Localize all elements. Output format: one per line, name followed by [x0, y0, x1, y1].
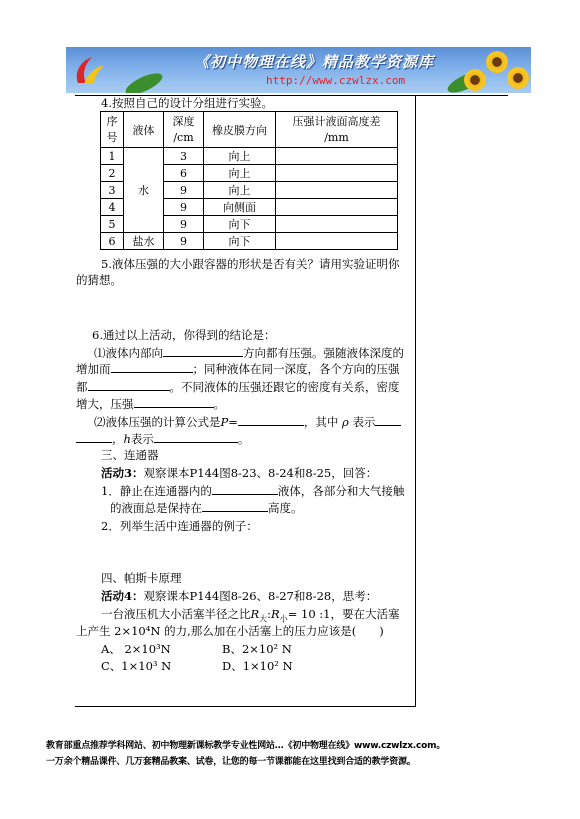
q6-formula-line2	[76, 431, 249, 447]
q6-f1-rho: ρ	[342, 415, 349, 429]
option-d[interactable]: D、1×10² N	[222, 659, 293, 673]
q6-f2-h: ，h	[112, 432, 131, 446]
sec3-i1-d: 高度。	[268, 501, 303, 515]
blank-rho-meaning-cont[interactable]	[76, 431, 112, 443]
banner-title: 《初中物理在线》精品教学资源库	[194, 53, 435, 71]
sec3-activity	[101, 465, 377, 481]
blank-rho-meaning[interactable]	[375, 414, 401, 426]
sec4-activity	[101, 588, 377, 604]
cell-direction: 向上	[204, 182, 276, 199]
site-logo-icon	[70, 51, 108, 89]
cell-height-diff[interactable]	[276, 148, 398, 165]
blank-direction[interactable]	[163, 345, 243, 357]
sec4-question-line2: 上产生 2×10⁴N 的力,那么加在小活塞上的压力应该是( )	[76, 624, 384, 638]
sec4-q1-sub1: 大	[259, 614, 268, 624]
cell-height-diff[interactable]	[276, 182, 398, 199]
cell-no: 1	[101, 148, 124, 165]
cell-no: 3	[101, 182, 124, 199]
q6-f1-a: ⑵液体压强的计算公式是	[94, 415, 221, 429]
sec3-act-label: 活动3：	[101, 466, 144, 480]
sec4-act-label: 活动4：	[101, 589, 144, 603]
cell-depth: 9	[164, 233, 204, 250]
sec3-heading: 三、连通器	[101, 448, 159, 462]
q6-p2	[76, 361, 400, 377]
cell-direction: 向下	[204, 216, 276, 233]
cell-direction: 向上	[204, 148, 276, 165]
q6-f1-d: 表示	[352, 415, 376, 429]
header-depth: 深度 /cm	[164, 112, 204, 148]
banner-url: http://www.czwlzx.com	[266, 74, 406, 87]
blank-h-meaning[interactable]	[154, 431, 238, 443]
cell-height-diff[interactable]	[276, 216, 398, 233]
q6-f2-b: 。	[237, 432, 250, 446]
cell-height-diff[interactable]	[276, 165, 398, 182]
header-direction: 橡皮膜方向	[204, 112, 276, 148]
cell-no: 2	[101, 165, 124, 182]
q6-p3	[76, 379, 400, 395]
sec4-q1-d: = 10 :1，要在大活塞	[287, 607, 400, 621]
table-header-row	[101, 112, 398, 148]
q6-f2-a: 表示	[130, 432, 154, 446]
blank-depth-trend[interactable]	[111, 361, 193, 373]
table-row	[101, 148, 398, 165]
q6-p3-b: 。不同液体的压强还跟它的密度有关系，密度	[169, 380, 400, 394]
step4-text: 4.按照自己的设计分组进行实验。	[101, 96, 273, 110]
blank-same-depth[interactable]	[88, 379, 170, 391]
option-a[interactable]: A、 2×10³N	[101, 642, 171, 656]
sec3-i1-a: 1．静止在连通器内的	[101, 484, 212, 498]
cell-direction: 向下	[204, 233, 276, 250]
q5-line2: 的猜想。	[76, 273, 122, 287]
q6-p2-b: ；同种液体在同一深度，各个方向的压强	[192, 362, 400, 376]
cell-depth: 9	[164, 216, 204, 233]
cell-no: 4	[101, 199, 124, 216]
sec3-act-text: 观察课本P144图8-23、8-24和8-25，回答：	[143, 466, 378, 480]
sec4-q1-sub2: 小	[279, 614, 288, 624]
q6-f1-p: P	[220, 415, 229, 429]
table-row	[101, 233, 398, 250]
cell-direction: 向侧面	[204, 199, 276, 216]
cell-liquid-salt: 盐水	[124, 233, 164, 250]
sec4-act-text: 观察课本P144图8-26、8-27和8-28，思考：	[143, 589, 378, 603]
blank-density-trend[interactable]	[134, 396, 214, 408]
site-banner	[66, 47, 531, 93]
cell-depth: 3	[164, 148, 204, 165]
cell-height-diff[interactable]	[276, 233, 398, 250]
q6-p1-b: 方向都有压强。强随液体深度的	[243, 346, 404, 360]
q6-intro: 6.通过以上活动，你得到的结论是：	[92, 328, 276, 342]
q5-line1: 5.液体压强的大小跟容器的形状是否有关？请用实验证明你	[101, 257, 400, 271]
blank-formula[interactable]	[238, 414, 304, 426]
footer-line1: 教育部重点推荐学科网站、初中物理新课标教学专业性网站…《初中物理在线》www.czwlzx.com。	[46, 741, 446, 751]
sec4-heading: 四、帕斯卡原理	[101, 571, 182, 585]
sec3-i1-b: 液体，各部分和大气接触	[277, 484, 405, 498]
q6-formula-line1	[94, 414, 401, 430]
header-no: 序 号	[101, 112, 124, 148]
sec4-q1-r2: R	[271, 607, 280, 621]
q6-p4	[76, 396, 225, 412]
q6-p4-a: 增大，压强	[76, 397, 134, 411]
blank-connector-height[interactable]	[202, 500, 268, 512]
header-liquid: 液体	[124, 112, 164, 148]
margin-line	[415, 96, 416, 707]
footer-line2: 一万余个精品课件、几万套精品教案、试卷，让您的每一节课都能在这里找到合适的教学资源。	[46, 757, 416, 767]
cell-depth: 6	[164, 165, 204, 182]
cell-no: 6	[101, 233, 124, 250]
experiment-table	[100, 111, 398, 250]
q6-p1-a: ⑴液体内部向	[94, 346, 163, 360]
option-b[interactable]: B、2×10² N	[222, 642, 292, 656]
cell-height-diff[interactable]	[276, 199, 398, 216]
cell-liquid-water: 水	[124, 148, 164, 233]
sec3-item2: 2．列举生活中连通器的例子：	[101, 519, 258, 533]
bottom-rule	[75, 706, 416, 707]
sec3-i1-c: 的液面总是保持在	[110, 501, 202, 515]
cell-no: 5	[101, 216, 124, 233]
sec3-item1-line1	[101, 483, 404, 499]
q6-p4-b: 。	[213, 397, 225, 411]
q6-f1-c: ，其中	[303, 415, 339, 429]
sec4-q1-r1: R	[250, 607, 260, 621]
q6-p1	[94, 345, 404, 361]
cell-depth: 9	[164, 182, 204, 199]
cell-direction: 向上	[204, 165, 276, 182]
sec4-q1-c: :	[267, 607, 272, 621]
sec3-item1-line2	[110, 500, 303, 516]
q6-p2-a: 增加而	[76, 362, 111, 376]
q6-f1-b: =	[228, 415, 238, 429]
sec4-q1-a: 一台液压机大小活塞半径之比	[101, 607, 251, 621]
option-c[interactable]: C、1×10³ N	[101, 659, 172, 673]
blank-connector-liquid[interactable]	[212, 483, 278, 495]
header-height-diff: 压强计液面高度差 /mm	[276, 112, 398, 148]
cell-depth: 9	[164, 199, 204, 216]
q6-p3-a: 都	[76, 380, 88, 394]
